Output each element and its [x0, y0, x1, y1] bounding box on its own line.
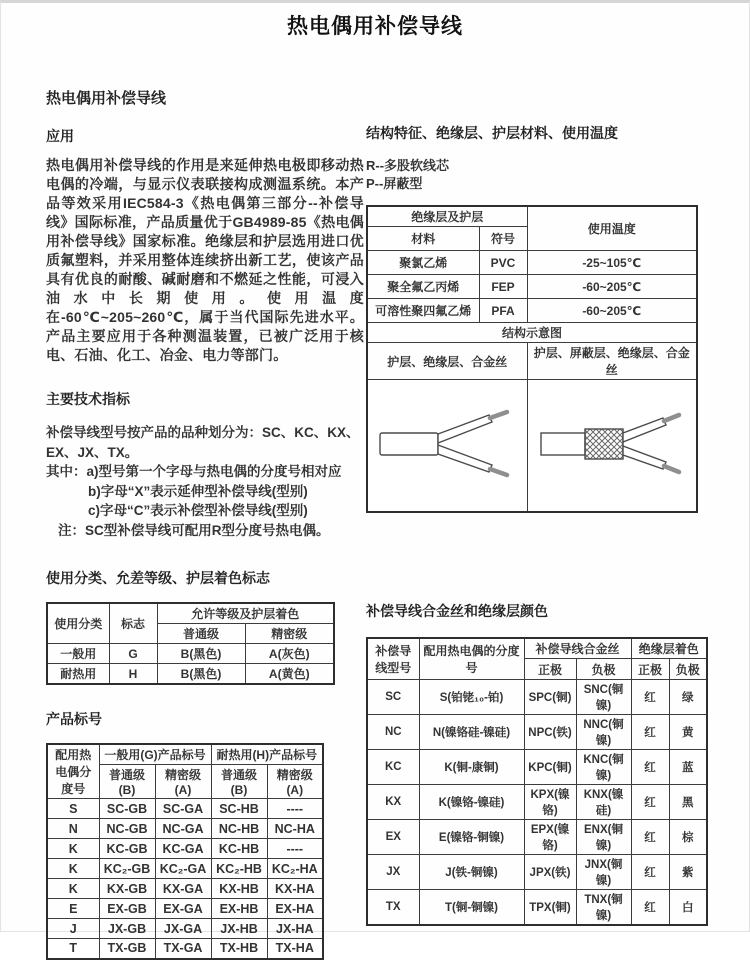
col-header-negative: 负极	[669, 659, 707, 680]
application-heading: 应用	[46, 128, 74, 144]
cell-ga: KC₂-GA	[155, 859, 211, 879]
table-row	[367, 750, 707, 785]
cell-use: 一般用	[47, 644, 109, 664]
cell-ha: EX-HA	[267, 899, 323, 919]
col-header-insulation-group: 绝缘层及护层	[367, 206, 527, 227]
legend-line-r: R--多股软线芯	[366, 158, 450, 173]
right-column	[366, 123, 706, 926]
classification-table	[46, 602, 335, 685]
cell-pos: NPC(铁)	[524, 715, 576, 750]
cell-use: 耐热用	[47, 664, 109, 685]
col-header-sub-a: 精密级(A)	[267, 765, 323, 799]
col-header-index: 配用热电偶的分度号	[419, 638, 524, 680]
cell-ha: KC₂-HA	[267, 859, 323, 879]
table-row	[367, 855, 707, 890]
cell-symbol: PFA	[479, 299, 527, 323]
tech-heading: 主要技术指标	[46, 391, 130, 407]
table-row	[47, 664, 334, 685]
diagram-section-title: 结构示意图	[367, 323, 697, 343]
cell-hb: KC-HB	[211, 839, 267, 859]
cell-ha: ----	[267, 839, 323, 859]
tech-line: 补偿导线型号按产品的品种划分为：SC、KC、KX、EX、JX、TX。	[46, 425, 360, 460]
table-row	[367, 680, 707, 715]
cell-model: KX	[367, 785, 419, 820]
cell-precision: A(灰色)	[245, 644, 334, 664]
cell-ordinary: B(黑色)	[157, 664, 245, 685]
cell-gb: KX-GB	[99, 879, 155, 899]
cell-index: T	[47, 939, 99, 959]
diagram-right-label: 护层、屏蔽层、绝缘层、合金丝	[527, 343, 697, 380]
application-paragraph: 热电偶用补偿导线的作用是来延伸热电极即移动热电偶的冷端，与显示仪表联接构成测温系统。本产品等效采用IEC584-3《热电偶第三部分--补偿导线》国际标准，产品质量优于GB4989-85《热电偶用补偿导线》国家标准。绝缘层和护层选用进口优质氟塑料，并采用整体连续挤出新工艺，使该产品具有优良的耐酸、碱耐磨和不燃延之性能，可浸入油水中长期使用。使用温度在-60℃~205~260℃，属于当代国际先进水平。产品主要应用于各种测温装置，已被广泛用于核电、石油、化工、冶金、电力等部门。	[46, 157, 364, 363]
cell-neg: KNX(镍硅)	[576, 785, 631, 820]
table-row	[47, 819, 323, 839]
cell-neg: KNC(铜镍)	[576, 750, 631, 785]
table-row	[47, 919, 323, 939]
cell-neg: JNX(铜镍)	[576, 855, 631, 890]
cell-model: NC	[367, 715, 419, 750]
col-header-mark: 标志	[109, 603, 157, 644]
cell-pos: JPX(铁)	[524, 855, 576, 890]
cell-gb: KC₂-GB	[99, 859, 155, 879]
cell-temp: -25~105℃	[527, 251, 697, 275]
col-header-positive: 正极	[631, 659, 669, 680]
tech-line: b)字母“X”表示延伸型补偿导线(型别)	[88, 483, 308, 499]
left-column	[46, 87, 364, 960]
cell-index: K(镍铬-镍硅)	[419, 785, 524, 820]
alloy-section-title: 补偿导线合金丝和绝缘层颜色	[366, 602, 548, 619]
cell-ha: JX-HA	[267, 919, 323, 939]
cell-neg-color: 黄	[669, 715, 707, 750]
structure-table	[366, 205, 698, 513]
cell-temp: -60~205℃	[527, 299, 697, 323]
class-section-title: 使用分类、允差等级、护层着色标志	[46, 570, 270, 586]
cell-temp: -60~205℃	[527, 275, 697, 299]
shielded-cable-diagram	[539, 402, 685, 486]
cell-neg-color: 紫	[669, 855, 707, 890]
product-section-title: 产品标号	[46, 711, 102, 727]
col-header-sub-a: 精密级(A)	[155, 765, 211, 799]
cell-material: 聚氯乙烯	[367, 251, 479, 275]
cell-index: J(铁-铜镍)	[419, 855, 524, 890]
cell-hb: EX-HB	[211, 899, 267, 919]
cell-index: T(铜-铜镍)	[419, 890, 524, 926]
cell-pos-color: 红	[631, 750, 669, 785]
cell-pos: SPC(铜)	[524, 680, 576, 715]
cell-gb: JX-GB	[99, 919, 155, 939]
cell-gb: TX-GB	[99, 939, 155, 959]
unshielded-cable-diagram	[377, 402, 517, 486]
cell-index: K	[47, 859, 99, 879]
cell-neg-color: 棕	[669, 820, 707, 855]
structure-section-title: 结构特征、绝缘层、护层材料、使用温度	[366, 125, 618, 141]
cell-neg-color: 黑	[669, 785, 707, 820]
cell-ga: KC-GA	[155, 839, 211, 859]
cell-neg: NNC(铜镍)	[576, 715, 631, 750]
cell-ga: SC-GA	[155, 799, 211, 819]
cell-index: N	[47, 819, 99, 839]
cell-model: JX	[367, 855, 419, 890]
cell-ha: NC-HA	[267, 819, 323, 839]
cell-ha: KX-HA	[267, 879, 323, 899]
col-header-ordinary: 普通级	[157, 624, 245, 644]
col-header-positive: 正极	[524, 659, 576, 680]
cell-pos: KPC(铜)	[524, 750, 576, 785]
col-header-use: 使用分类	[47, 603, 109, 644]
page-title: 热电偶用补偿导线	[287, 15, 463, 38]
table-row	[367, 890, 707, 926]
tech-lines	[46, 423, 364, 540]
cell-material: 聚全氟乙丙烯	[367, 275, 479, 299]
cell-hb: JX-HB	[211, 919, 267, 939]
table-row	[47, 899, 323, 919]
cell-pos: EPX(镍铬)	[524, 820, 576, 855]
cell-model: EX	[367, 820, 419, 855]
cell-mark: G	[109, 644, 157, 664]
col-header-alloy-group: 补偿导线合金丝	[524, 638, 631, 659]
col-header-color-group: 绝缘层着色	[631, 638, 707, 659]
col-header-precision: 精密级	[245, 624, 334, 644]
table-row	[367, 785, 707, 820]
cell-index: K	[47, 839, 99, 859]
cell-gb: SC-GB	[99, 799, 155, 819]
cell-index: K	[47, 879, 99, 899]
cell-pos: TPX(铜)	[524, 890, 576, 926]
col-header-temp: 使用温度	[527, 206, 697, 251]
col-header-negative: 负极	[576, 659, 631, 680]
table-row	[367, 275, 697, 299]
cell-neg-color: 蓝	[669, 750, 707, 785]
table-row	[47, 799, 323, 819]
tech-line: 其中：a)型号第一个字母与热电偶的分度号相对应	[46, 464, 342, 479]
cell-ha: TX-HA	[267, 939, 323, 959]
cell-ga: JX-GA	[155, 919, 211, 939]
cell-index: N(镍铬硅-镍硅)	[419, 715, 524, 750]
cell-ga: NC-GA	[155, 819, 211, 839]
col-header-group-h: 耐热用(H)产品标号	[211, 744, 323, 765]
cell-ga: TX-GA	[155, 939, 211, 959]
col-header-grade-group: 允许等级及护层着色	[157, 603, 334, 624]
cell-index: S	[47, 799, 99, 819]
table-row	[47, 939, 323, 959]
diagram-left-label: 护层、绝缘层、合金丝	[367, 343, 527, 380]
cell-neg: TNX(铜镍)	[576, 890, 631, 926]
cell-pos-color: 红	[631, 855, 669, 890]
col-header-index: 配用热电偶分度号	[47, 744, 99, 799]
structure-legend	[366, 157, 706, 193]
col-header-sub-b: 普通级(B)	[99, 765, 155, 799]
cell-neg-color: 白	[669, 890, 707, 926]
cell-hb: TX-HB	[211, 939, 267, 959]
shielded-cable-diagram-cell	[527, 380, 697, 512]
cell-hb: KX-HB	[211, 879, 267, 899]
cell-ordinary: B(黑色)	[157, 644, 245, 664]
cell-index: S(铂铑₁₀-铂)	[419, 680, 524, 715]
cell-pos-color: 红	[631, 820, 669, 855]
cell-neg: SNC(铜镍)	[576, 680, 631, 715]
col-header-model: 补偿导线型号	[367, 638, 419, 680]
table-row	[47, 839, 323, 859]
cell-neg: ENX(铜镍)	[576, 820, 631, 855]
col-header-group-g: 一般用(G)产品标号	[99, 744, 211, 765]
table-row	[47, 879, 323, 899]
cell-index: E	[47, 899, 99, 919]
cell-gb: NC-GB	[99, 819, 155, 839]
cell-hb: NC-HB	[211, 819, 267, 839]
cell-model: SC	[367, 680, 419, 715]
cell-ha: ----	[267, 799, 323, 819]
cell-index: J	[47, 919, 99, 939]
cell-pos-color: 红	[631, 785, 669, 820]
cell-symbol: FEP	[479, 275, 527, 299]
left-section-title: 热电偶用补偿导线	[46, 90, 167, 107]
col-header-sub-b: 普通级(B)	[211, 765, 267, 799]
table-row	[47, 644, 334, 664]
table-row	[47, 859, 323, 879]
cell-pos-color: 红	[631, 715, 669, 750]
cell-pos-color: 红	[631, 890, 669, 926]
table-row	[367, 715, 707, 750]
product-code-table	[46, 743, 324, 960]
cell-material: 可溶性聚四氟乙烯	[367, 299, 479, 323]
tech-line: 注：SC型补偿导线可配用R型分度号热电偶。	[58, 522, 330, 538]
cell-gb: KC-GB	[99, 839, 155, 859]
tech-line: c)字母“C”表示补偿型补偿导线(型别)	[88, 503, 308, 518]
col-header-symbol: 符号	[479, 227, 527, 251]
cell-hb: KC₂-HB	[211, 859, 267, 879]
cell-neg-color: 绿	[669, 680, 707, 715]
cell-index: K(铜-康铜)	[419, 750, 524, 785]
unshielded-cable-diagram-cell	[367, 380, 527, 512]
legend-line-p: P--屏蔽型	[366, 176, 423, 191]
table-row	[367, 251, 697, 275]
cell-mark: H	[109, 664, 157, 685]
table-row	[367, 820, 707, 855]
cell-precision: A(黄色)	[245, 664, 334, 685]
cell-index: E(镍铬-铜镍)	[419, 820, 524, 855]
cell-hb: SC-HB	[211, 799, 267, 819]
cell-model: KC	[367, 750, 419, 785]
cell-ga: KX-GA	[155, 879, 211, 899]
cell-symbol: PVC	[479, 251, 527, 275]
alloy-color-table	[366, 637, 708, 927]
table-row	[367, 299, 697, 323]
col-header-material: 材料	[367, 227, 479, 251]
cell-pos: KPX(镍铬)	[524, 785, 576, 820]
cell-ga: EX-GA	[155, 899, 211, 919]
cell-gb: EX-GB	[99, 899, 155, 919]
cell-pos-color: 红	[631, 680, 669, 715]
cell-model: TX	[367, 890, 419, 926]
